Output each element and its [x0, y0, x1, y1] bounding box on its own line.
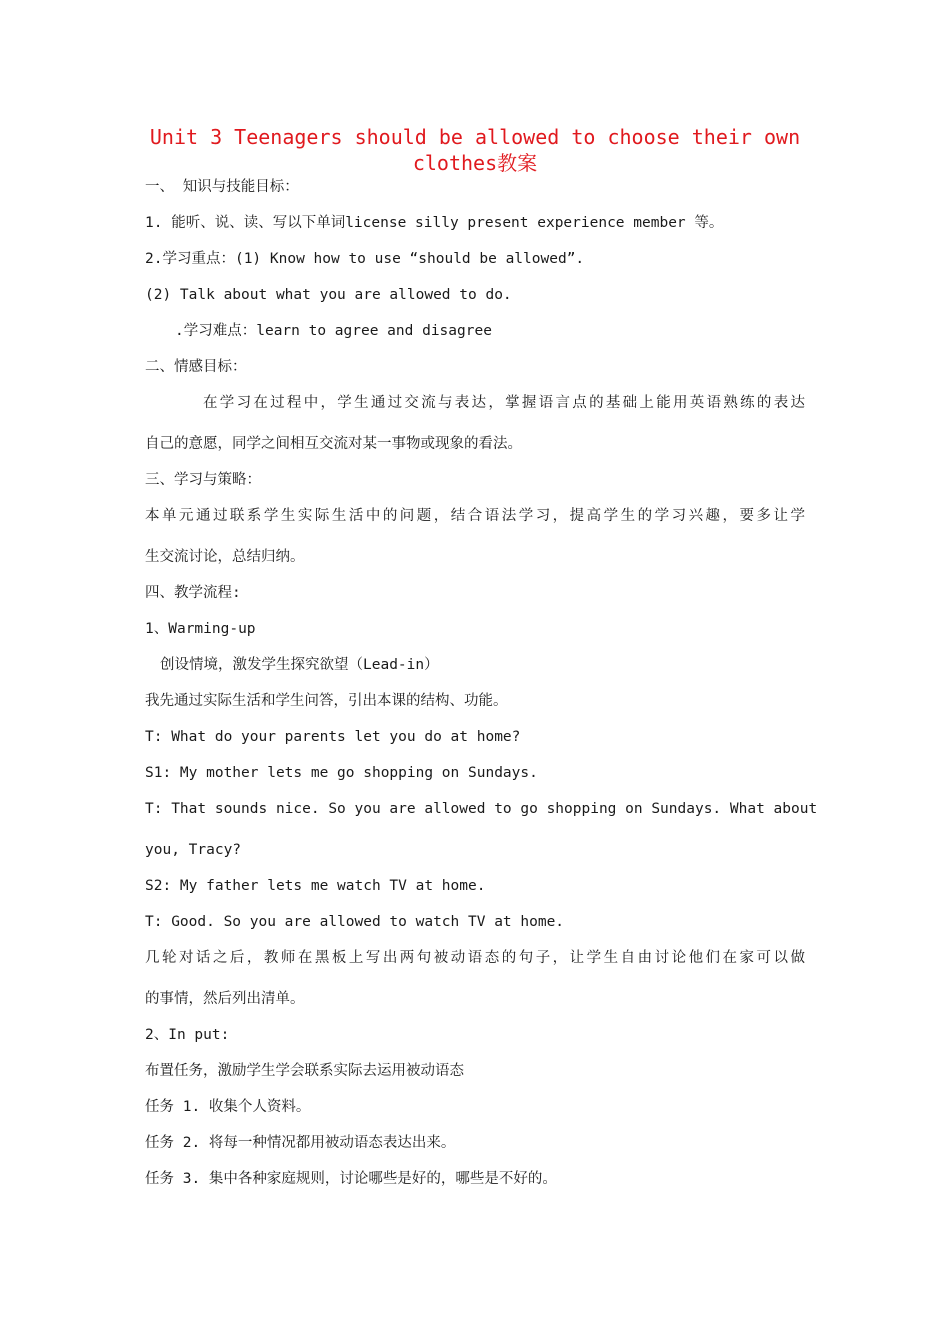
- task-item-2: 任务 2. 将每一种情况都用被动语态表达出来。: [145, 1135, 456, 1151]
- document-title-line-2: clothes教案: [412, 151, 538, 175]
- dialogue-line-t2: T: That sounds nice. So you are allowed to go shopping on Sundays. What about: [145, 801, 818, 817]
- paragraph-vocabulary: 1. 能听、说、读、写以下单词license silly present experience member 等。: [145, 215, 724, 231]
- dialogue-line-t3: T: Good. So you are allowed to watch TV at home.: [145, 914, 565, 930]
- paragraph-emotional-goals-cont: 自己的意愿，同学之间相互交流对某一事物或现象的看法。: [145, 436, 522, 452]
- section-heading-teaching-process: 四、教学流程:: [145, 585, 241, 601]
- paragraph-after-dialogue: 几轮对话之后，教师在黑板上写出两句被动语态的句子，让学生自由讨论他们在家可以做: [145, 950, 805, 966]
- paragraph-strategy: 本单元通过联系学生实际生活中的问题，结合语法学习，提高学生的学习兴趣，要多让学: [145, 508, 805, 524]
- section-heading-knowledge-skills: 一、 知识与技能目标：: [145, 179, 299, 195]
- paragraph-key-points-2: (2) Talk about what you are allowed to do.: [145, 287, 512, 303]
- paragraph-assign-tasks: 布置任务，激励学生学会联系实际去运用被动语态: [145, 1063, 464, 1079]
- paragraph-intro: 我先通过实际生活和学生问答，引出本课的结构、功能。: [145, 693, 508, 709]
- paragraph-emotional-goals: 在学习在过程中，学生通过交流与表达，掌握语言点的基础上能用英语熟练的表达: [203, 395, 805, 411]
- step-warming-up: 1、Warming-up: [145, 621, 256, 637]
- dialogue-line-s1: S1: My mother lets me go shopping on Sundays.: [145, 765, 538, 781]
- paragraph-lead-in: 创设情境，激发学生探究欲望（Lead-in）: [160, 657, 439, 673]
- paragraph-strategy-cont: 生交流讨论，总结归纳。: [145, 549, 305, 565]
- task-item-3: 任务 3. 集中各种家庭规则，讨论哪些是好的，哪些是不好的。: [145, 1171, 557, 1187]
- document-title-line-1: Unit 3 Teenagers should be allowed to choose their own: [149, 125, 801, 149]
- section-heading-emotional-goals: 二、情感目标：: [145, 359, 247, 375]
- task-item-1: 任务 1. 收集个人资料。: [145, 1099, 311, 1115]
- dialogue-line-s2: S2: My father lets me watch TV at home.: [145, 878, 486, 894]
- section-heading-strategy: 三、学习与策略：: [145, 472, 261, 488]
- dialogue-line-t2-cont: you, Tracy?: [145, 842, 242, 858]
- paragraph-difficulties: .学习难点：learn to agree and disagree: [175, 323, 492, 339]
- paragraph-key-points: 2.学习重点：(1) Know how to use “should be allowed”.: [145, 251, 585, 267]
- dialogue-line-t1: T: What do your parents let you do at home?: [145, 729, 521, 745]
- step-input: 2、In put:: [145, 1027, 230, 1043]
- paragraph-after-dialogue-cont: 的事情，然后列出清单。: [145, 991, 305, 1007]
